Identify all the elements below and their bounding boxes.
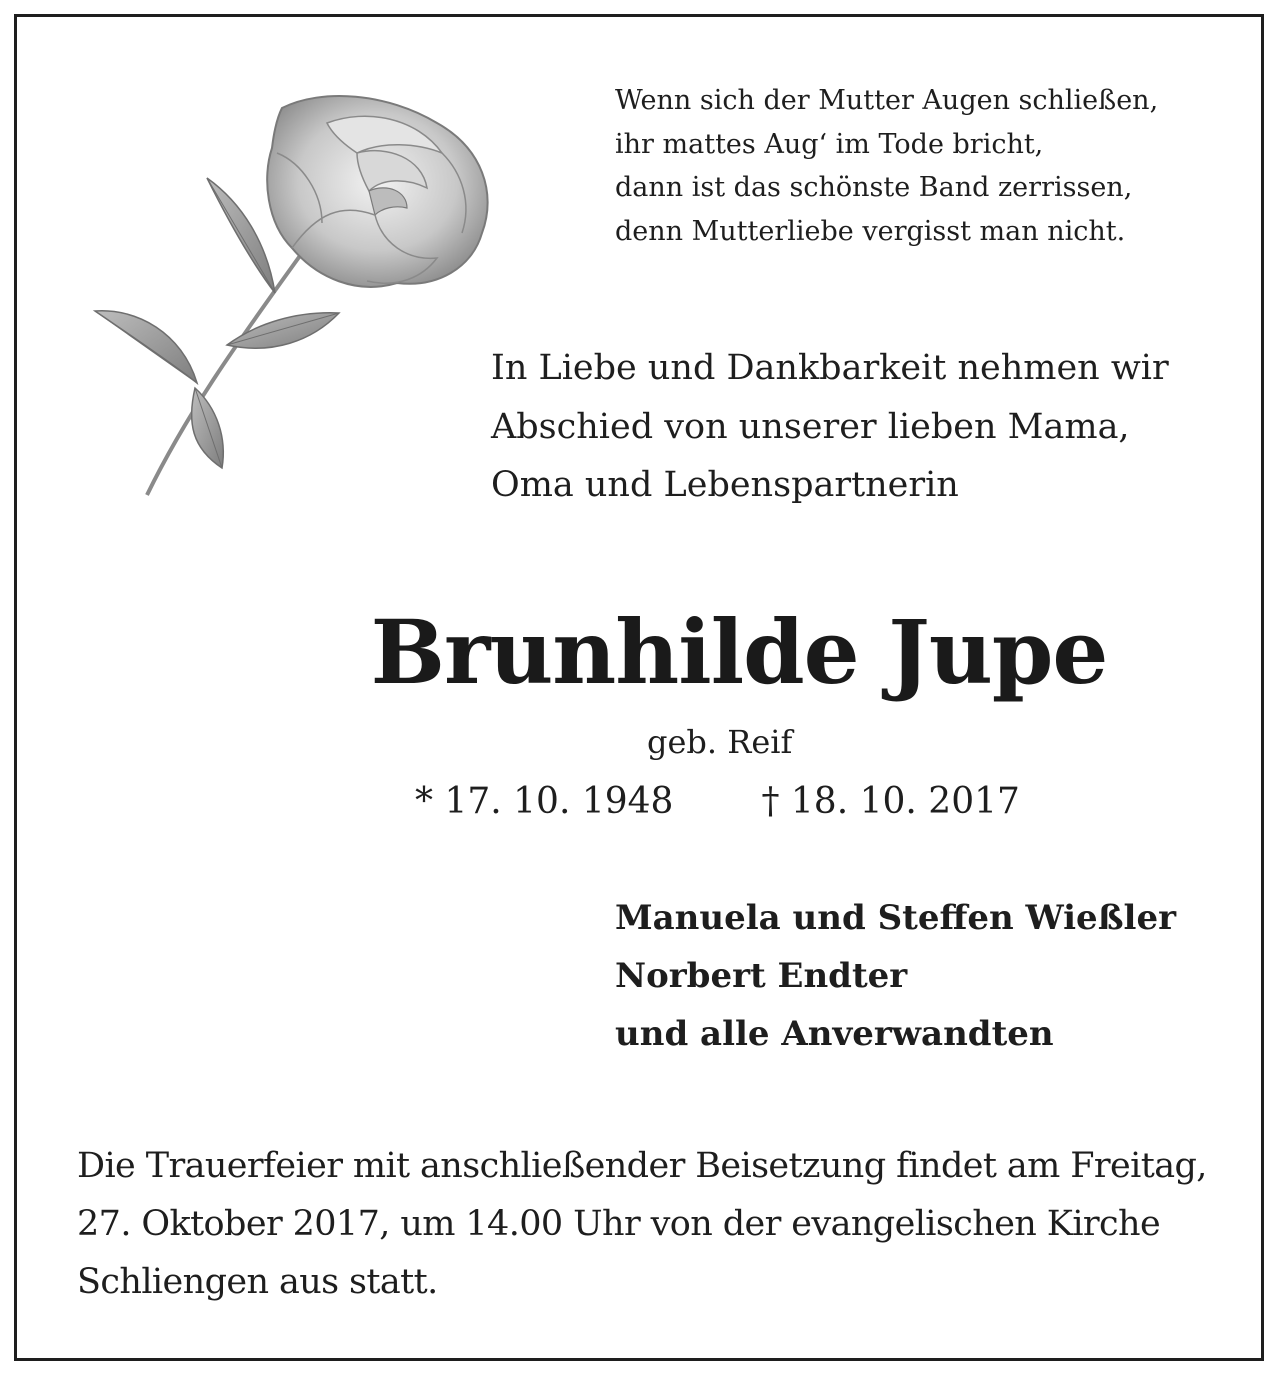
maiden-name: geb. Reif (647, 723, 793, 761)
mourner-line: Norbert Endter (615, 956, 908, 996)
mourner-line: und alle Anverwandten (615, 1014, 1054, 1054)
death-date: † 18. 10. 2017 (761, 781, 1020, 822)
funeral-line: Die Trauerfeier mit anschließender Beisetzung findet am Freitag, (77, 1146, 1207, 1186)
mourner-line: Manuela und Steffen Wießler (615, 898, 1176, 938)
poem-line: ihr mattes Aug‘ im Tode bricht, (615, 128, 1044, 160)
birth-date: * 17. 10. 1948 (415, 781, 674, 822)
farewell-intro (491, 339, 1169, 515)
poem-line: dann ist das schönste Band zerrissen, (615, 172, 1133, 203)
intro-line: Oma und Lebenspartnerin (491, 465, 959, 505)
life-dates (415, 777, 1020, 827)
rose-icon (77, 83, 507, 513)
poem-verse (615, 79, 1158, 253)
intro-line: In Liebe und Dankbarkeit nehmen wir (491, 348, 1169, 388)
funeral-line: 27. Oktober 2017, um 14.00 Uhr von der evangelischen Kirche (77, 1204, 1161, 1244)
intro-line: Abschied von unserer lieben Mama, (491, 406, 1130, 447)
mourners-list (615, 889, 1176, 1063)
poem-line: denn Mutterliebe vergisst man nicht. (615, 215, 1126, 247)
obituary-notice (14, 14, 1264, 1361)
poem-line: Wenn sich der Mutter Augen schließen, (615, 85, 1159, 116)
funeral-details (77, 1137, 1207, 1311)
deceased-name: Brunhilde Jupe (370, 600, 1108, 704)
funeral-line: Schliengen aus statt. (77, 1262, 438, 1302)
